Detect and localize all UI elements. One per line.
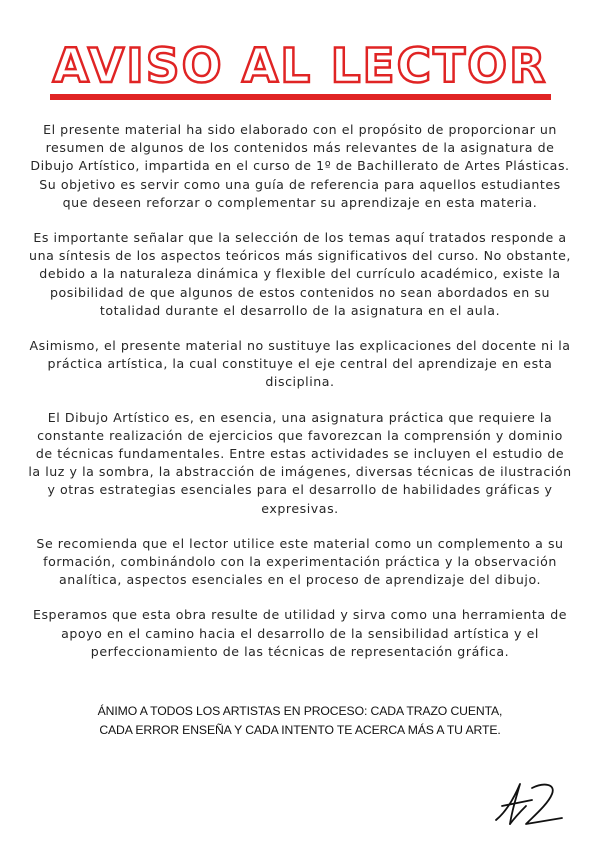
paragraph-recommendation: Se recomienda que el lector utilice este material como un complemento a su formación, combinándolo con la experimentación práctica y la observación analítica, aspectos esenciales en el proceso de aprendizaje del dibujo.: [36, 535, 564, 588]
title-underline: [50, 94, 551, 100]
paragraph-not-substitute: Asimismo, el presente material no sustituye las explicaciones del docente ni la práctica artística, la cual constituye el eje central del aprendizaje en esta disciplina.: [29, 338, 571, 390]
page-title: AVISO AL LECTOR: [52, 39, 548, 94]
signature-icon: [492, 776, 564, 832]
notice-body: [28, 121, 572, 678]
paragraph-closing-wish: Esperamos que esta obra resulte de utilidad y sirva como una herramienta de apoyo en el camino hacia el desarrollo de la sensibilidad artística y el perfeccionamiento de las técnicas de representación gráfica.: [32, 607, 568, 659]
closing-message: ÁNIMO A TODOS LOS ARTISTAS EN PROCESO: CADA TRAZO CUENTA, CADA ERROR ENSEÑA Y CADA INTENTO TE ACERCA MÁS A TU ARTE.: [97, 704, 503, 737]
paragraph-purpose: El presente material ha sido elaborado con el propósito de proporcionar un resumen de algunos de los contenidos más relevantes de la asignatura de Dibujo Artístico, impartida en el curso de 1º de Bachillerato de Artes Plásticas. Su objetivo es servir como una guía de referencia para aquellos estudiantes que deseen reforzar o complementar su aprendizaje en esta materia.: [30, 122, 570, 210]
title-block: [50, 39, 550, 94]
paragraph-practical: El Dibujo Artístico es, en esencia, una asignatura práctica que requiere la constante realización de ejercicios que favorezcan la comprensión y dominio de técnicas fundamentales. Entre estas actividades se incluyen el estudio de la luz y la sombra, la abstracción de imágenes, diversas técnicas de ilustración y otras estrategias esenciales para el desarrollo de habilidades gráficas y expresivas.: [28, 409, 572, 516]
paragraph-selection: Es importante señalar que la selección de los temas aquí tratados responde a una síntesis de los aspectos teóricos más significativos del curso. No obstante, debido a la naturaleza dinámica y flexible del currículo académico, existe la posibilidad de que algunos de estos contenidos no sean abordados en su totalidad durante el desarrollo de la asignatura en el aula.: [29, 230, 571, 318]
